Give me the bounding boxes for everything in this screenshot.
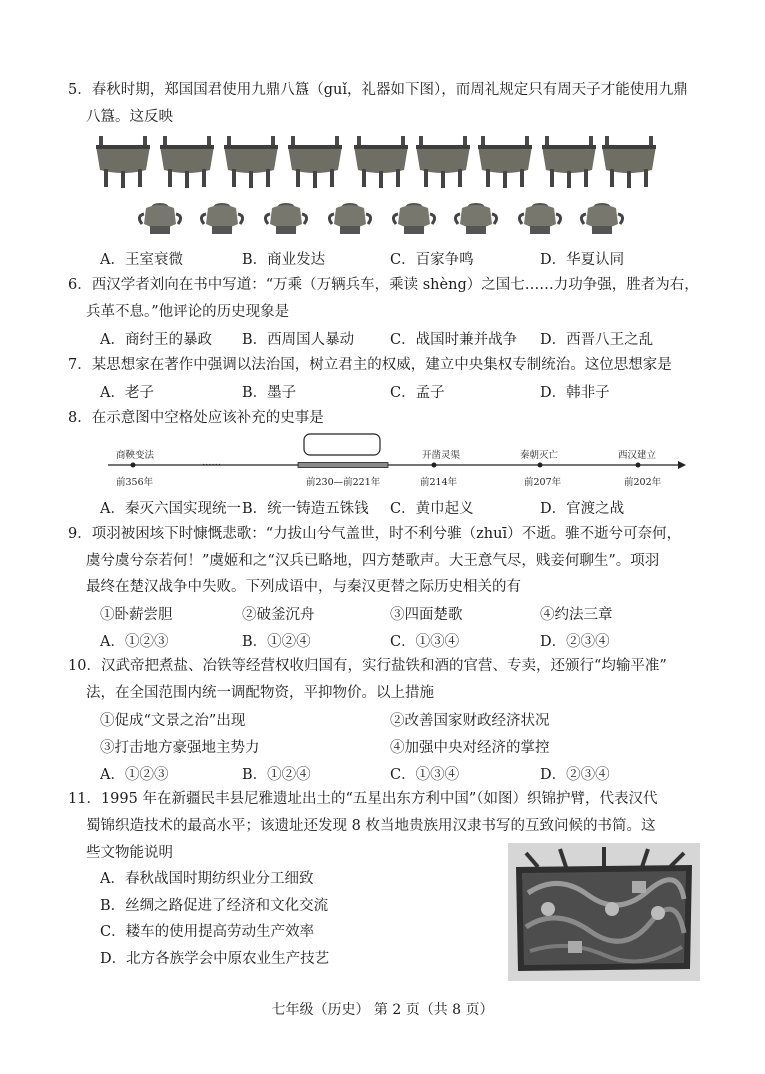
q10-option-c[interactable]: C．①③④	[390, 767, 460, 783]
q9-option-c[interactable]: C．①③④	[390, 634, 460, 650]
timeline-event-qin-fall: 秦朝灭亡	[520, 450, 559, 461]
q9-line2: 虞兮虞兮奈若何！”虞姬和之“汉兵已略地，四方楚歌声。大王意气尽，贱妾何聊生”。项羽	[86, 553, 660, 569]
q5-options	[100, 248, 700, 268]
timeline-date-356: 前356年	[116, 477, 154, 488]
ding-vessels-image	[96, 136, 676, 196]
q9-line1: 9．项羽被困垓下时慷慨悲歌：“力拔山兮气盖世，时不利兮骓（zhuī）不逝。骓不逝兮可奈何，	[68, 526, 682, 542]
q10-option-d[interactable]: D．②③④	[540, 767, 610, 783]
timeline-event-lingqu: 开凿灵渠	[422, 450, 461, 461]
q9-item-3: ③四面楚歌	[390, 607, 463, 623]
q7-option-a[interactable]: A．老子	[100, 385, 154, 401]
q11-option-d[interactable]: D．北方各族学会中原农业生产技艺	[100, 951, 330, 967]
q5-line1: 5．春秋时期，郑国国君使用九鼎八簋（guǐ，礼器如下图），而周礼规定只有周天子才能使用九鼎	[68, 82, 688, 98]
q10-option-b[interactable]: B．①②④	[242, 767, 311, 783]
q8-option-a[interactable]: A．秦灭六国实现统一	[100, 501, 241, 517]
q6-line1: 6．西汉学者刘向在书中写道：“万乘（万辆兵车，乘读 shèng）之国七……力功争强，胜者为右，	[68, 277, 699, 293]
q6-option-a[interactable]: A．商纣王的暴政	[100, 332, 212, 348]
timeline-date-214: 前214年	[420, 477, 458, 488]
timeline-axis	[108, 432, 688, 492]
timeline-date-202: 前202年	[624, 477, 662, 488]
brocade-arm-guard-image	[508, 843, 700, 981]
q11-line1: 11．1995 年在新疆民丰县尼雅遗址出土的“五星出东方利中国”（如图）织锦护臂，代表汉代	[68, 791, 658, 807]
q5-option-b[interactable]: B．商业发达	[242, 252, 326, 268]
q11-option-c[interactable]: C．耧车的使用提高劳动生产效率	[100, 924, 315, 940]
q10-line2: 法，在全国范围内统一调配物资，平抑物价。以上措施	[86, 685, 434, 701]
q6-options	[100, 328, 700, 348]
timeline-date-230-221: 前230—前221年	[306, 477, 381, 488]
q7-option-d[interactable]: D．韩非子	[540, 385, 610, 401]
page-footer: 七年级（历史） 第 2 页（共 8 页）	[271, 1002, 494, 1018]
q10-options	[100, 763, 700, 783]
gui-vessels-image	[136, 200, 636, 240]
q6-option-b[interactable]: B．西周国人暴动	[242, 332, 355, 348]
q9-item-2: ②破釜沉舟	[242, 607, 315, 623]
q10-line1: 10．汉武帝把煮盐、冶铁等经营权收归国有，实行盐铁和酒的官营、专卖，还颁行“均输平准”	[68, 658, 667, 674]
q9-option-b[interactable]: B．①②④	[242, 634, 311, 650]
q11-option-a[interactable]: A．春秋战国时期纺织业分工细致	[100, 871, 314, 887]
q10-item-3: ③打击地方豪强地主势力	[100, 740, 260, 756]
q10-items-row2	[100, 736, 700, 756]
q9-items	[100, 603, 700, 623]
q7-option-c[interactable]: C．孟子	[390, 385, 445, 401]
timeline-date-207: 前207年	[524, 477, 562, 488]
q9-line3: 最终在楚汉战争中失败。下列成语中，与秦汉更替之际历史相关的有	[86, 579, 521, 595]
timeline-ellipsis: ……	[202, 457, 221, 468]
q9-item-1: ①卧薪尝胆	[100, 607, 173, 623]
q6-line2: 兵革不息。”他评论的历史现象是	[86, 304, 290, 320]
q5-option-d[interactable]: D．华夏认同	[540, 252, 625, 268]
q11-option-b[interactable]: B．丝绸之路促进了经济和文化交流	[100, 898, 329, 914]
q5-line2: 八簋。这反映	[86, 109, 173, 125]
q8-option-c[interactable]: C．黄巾起义	[390, 501, 474, 517]
q8-option-b[interactable]: B．统一铸造五铢钱	[242, 501, 369, 517]
q11-line2: 蜀锦织造技术的最高水平；该遗址还发现 8 枚当地贵族用汉隶书写的互致问候的书简。这	[86, 818, 656, 834]
q9-option-a[interactable]: A．①②③	[100, 634, 169, 650]
q8-line1: 8．在示意图中空格处应该补充的史事是	[68, 410, 324, 426]
q8-options	[100, 497, 700, 517]
q8-option-d[interactable]: D．官渡之战	[540, 501, 625, 517]
q10-item-4: ④加强中央对经济的掌控	[390, 740, 550, 756]
timeline-event-shangyang: 商鞅变法	[116, 450, 155, 461]
q7-options	[100, 381, 700, 401]
q9-item-4: ④约法三章	[540, 607, 613, 623]
q9-options	[100, 630, 700, 650]
q10-items-row1	[100, 709, 700, 729]
q7-option-b[interactable]: B．墨子	[242, 385, 297, 401]
q10-item-2: ②改善国家财政经济状况	[390, 713, 550, 729]
q10-item-1: ①促成“文景之治”出现	[100, 713, 246, 729]
q9-option-d[interactable]: D．②③④	[540, 634, 610, 650]
q5-option-c[interactable]: C．百家争鸣	[390, 252, 474, 268]
q7-line1: 7．某思想家在著作中强调以法治国，树立君主的权威，建立中央集权专制统治。这位思想家是	[68, 357, 672, 373]
q6-option-c[interactable]: C．战国时兼并战争	[390, 332, 518, 348]
q5-option-a[interactable]: A．王室衰微	[100, 252, 183, 268]
q11-line3: 些文物能说明	[86, 845, 173, 861]
timeline-event-xihan: 西汉建立	[618, 450, 657, 461]
q6-option-d[interactable]: D．西晋八王之乱	[540, 332, 654, 348]
q10-option-a[interactable]: A．①②③	[100, 767, 169, 783]
